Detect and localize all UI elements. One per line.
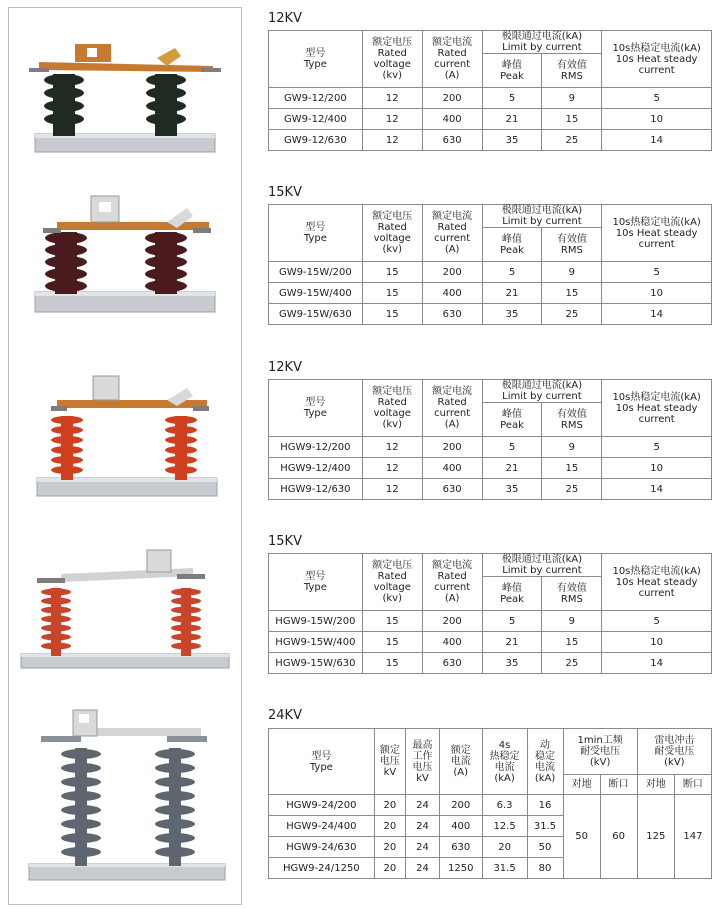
header-peak: 峰值 Peak [482,54,542,88]
cell-peak: 35 [482,653,542,674]
cell-max-voltage: 24 [406,816,440,837]
cell-rms: 25 [542,304,602,325]
cell-peak: 5 [482,88,542,109]
cell-heat: 5 [602,437,712,458]
cell-current: 200 [439,795,482,816]
header-model: 型号 Type [269,554,363,611]
cell-heat: 14 [602,653,712,674]
cell-voltage: 15 [362,632,422,653]
cell-current: 630 [422,479,482,500]
spec-table [268,204,712,325]
header-voltage: 额定电压 Rated voltage (kv) [362,380,422,437]
cell-rms: 9 [542,611,602,632]
cell-model: HGW9-24/630 [269,837,375,858]
cell-current: 200 [422,437,482,458]
header-heat: 10s热稳定电流(kA) 10s Heat steady current [602,205,712,262]
product-photo-hgw9-24 [17,704,233,894]
cell-voltage: 15 [362,653,422,674]
cell-voltage: 12 [362,437,422,458]
header-ground: 对地 [563,775,600,795]
header-power-frequency: 1min工频 耐受电压 (kV) [563,729,637,775]
header-model: 型号 Type [269,31,363,88]
product-photo-gw9-15w [17,188,233,318]
cell-lightning-ground: 125 [637,795,674,879]
header-rms: 有效值 RMS [542,403,602,437]
header-ground: 对地 [637,775,674,795]
table-row [269,795,712,816]
cell-voltage: 15 [362,304,422,325]
cell-rms: 15 [542,632,602,653]
header-voltage: 额定电压 Rated voltage (kv) [362,31,422,88]
cell-current: 400 [422,458,482,479]
cell-voltage: 15 [362,611,422,632]
cell-peak: 35 [482,130,542,151]
cell-heat: 10 [602,283,712,304]
section-heading: 12KV [268,11,302,26]
cell-model: GW9-15W/630 [269,304,363,325]
cell-voltage: 12 [362,458,422,479]
product-photo-gw9-12 [17,38,233,158]
cell-heat: 31.5 [482,858,527,879]
cell-voltage: 15 [362,262,422,283]
cell-voltage: 20 [374,837,405,858]
cell-peak: 5 [482,437,542,458]
table-row [269,479,712,500]
cell-peak: 21 [482,632,542,653]
cell-peak: 21 [482,109,542,130]
header-current: 额定电流 Rated current (A) [422,554,482,611]
cell-current: 200 [422,88,482,109]
header-dynamic: 动 稳定 电流 (kA) [527,729,563,795]
header-heat: 10s热稳定电流(kA) 10s Heat steady current [602,31,712,88]
cell-peak: 5 [482,262,542,283]
cell-heat: 5 [602,611,712,632]
section-heading: 12KV [268,360,302,375]
table-row [269,304,712,325]
header-heat: 10s热稳定电流(kA) 10s Heat steady current [602,380,712,437]
header-current: 额定电流 Rated current (A) [422,31,482,88]
cell-rms: 25 [542,653,602,674]
cell-rms: 15 [542,283,602,304]
cell-current: 630 [422,130,482,151]
cell-max-voltage: 24 [406,858,440,879]
header-limit: 极限通过电流(kA) Limit by current [482,31,602,54]
cell-peak: 21 [482,283,542,304]
cell-model: HGW9-12/200 [269,437,363,458]
header-voltage: 额定电压 Rated voltage (kv) [362,554,422,611]
cell-max-voltage: 24 [406,795,440,816]
cell-rms: 15 [542,109,602,130]
cell-heat: 6.3 [482,795,527,816]
header-limit: 极限通过电流(kA) Limit by current [482,205,602,228]
spec-table [268,30,712,151]
table-row [269,262,712,283]
cell-rms: 25 [542,479,602,500]
table-row [269,88,712,109]
cell-current: 200 [422,262,482,283]
cell-model: HGW9-15W/200 [269,611,363,632]
cell-model: GW9-12/400 [269,109,363,130]
cell-heat: 12.5 [482,816,527,837]
table-row [269,109,712,130]
cell-lightning-break: 147 [674,795,711,879]
cell-heat: 20 [482,837,527,858]
header-current: 额定电流 Rated current (A) [422,380,482,437]
cell-model: GW9-12/200 [269,88,363,109]
product-photo-hgw9-12 [17,370,233,500]
header-break: 断口 [600,775,637,795]
table-row [269,611,712,632]
cell-current: 200 [422,611,482,632]
cell-current: 630 [422,304,482,325]
cell-heat: 5 [602,262,712,283]
cell-model: HGW9-12/630 [269,479,363,500]
cell-model: HGW9-15W/400 [269,632,363,653]
header-model: 型号 Type [269,729,375,795]
cell-model: GW9-15W/400 [269,283,363,304]
cell-heat: 14 [602,130,712,151]
header-heat: 4s 热稳定 电流 (kA) [482,729,527,795]
header-rms: 有效值 RMS [542,577,602,611]
cell-peak: 5 [482,611,542,632]
cell-heat: 10 [602,458,712,479]
cell-dynamic: 50 [527,837,563,858]
spec-table [268,553,712,674]
cell-rms: 9 [542,88,602,109]
header-peak: 峰值 Peak [482,403,542,437]
header-limit: 极限通过电流(kA) Limit by current [482,380,602,403]
cell-voltage: 12 [362,130,422,151]
cell-max-voltage: 24 [406,837,440,858]
cell-dynamic: 31.5 [527,816,563,837]
header-current: 额定 电流 (A) [439,729,482,795]
cell-peak: 21 [482,458,542,479]
header-current: 额定电流 Rated current (A) [422,205,482,262]
cell-model: GW9-15W/200 [269,262,363,283]
cell-voltage: 20 [374,816,405,837]
cell-rms: 9 [542,262,602,283]
header-model: 型号 Type [269,205,363,262]
cell-power-ground: 50 [563,795,600,879]
cell-model: HGW9-24/200 [269,795,375,816]
cell-heat: 14 [602,304,712,325]
header-limit: 极限通过电流(kA) Limit by current [482,554,602,577]
cell-peak: 35 [482,479,542,500]
header-voltage: 额定电压 Rated voltage (kv) [362,205,422,262]
cell-voltage: 15 [362,283,422,304]
table-row [269,283,712,304]
table-row [269,653,712,674]
header-heat: 10s热稳定电流(kA) 10s Heat steady current [602,554,712,611]
header-peak: 峰值 Peak [482,228,542,262]
cell-current: 400 [439,816,482,837]
table-row [269,437,712,458]
cell-voltage: 12 [362,479,422,500]
cell-rms: 25 [542,130,602,151]
header-model: 型号 Type [269,380,363,437]
cell-rms: 9 [542,437,602,458]
cell-voltage: 20 [374,795,405,816]
spec-table [268,379,712,500]
cell-model: HGW9-12/400 [269,458,363,479]
cell-dynamic: 80 [527,858,563,879]
cell-heat: 14 [602,479,712,500]
table-row [269,130,712,151]
header-break: 断口 [674,775,711,795]
cell-peak: 35 [482,304,542,325]
cell-power-break: 60 [600,795,637,879]
cell-current: 630 [422,653,482,674]
header-lightning: 雷电冲击 耐受电压 (kV) [637,729,711,775]
product-photo-hgw9-15w [17,544,233,674]
section-heading: 15KV [268,534,302,549]
spec-table-24kv [268,728,712,879]
header-max-voltage: 最高 工作 电压 kV [406,729,440,795]
section-heading: 15KV [268,185,302,200]
cell-current: 400 [422,109,482,130]
cell-current: 630 [439,837,482,858]
cell-current: 400 [422,632,482,653]
table-row [269,458,712,479]
section-heading: 24KV [268,708,302,723]
photo-column [8,7,242,905]
cell-heat: 10 [602,632,712,653]
cell-voltage: 12 [362,88,422,109]
header-peak: 峰值 Peak [482,577,542,611]
cell-heat: 5 [602,88,712,109]
cell-rms: 15 [542,458,602,479]
header-rms: 有效值 RMS [542,228,602,262]
cell-heat: 10 [602,109,712,130]
header-rms: 有效值 RMS [542,54,602,88]
cell-current: 400 [422,283,482,304]
cell-model: HGW9-24/1250 [269,858,375,879]
cell-dynamic: 16 [527,795,563,816]
cell-model: HGW9-24/400 [269,816,375,837]
cell-current: 1250 [439,858,482,879]
cell-model: HGW9-15W/630 [269,653,363,674]
header-voltage: 额定 电压 kV [374,729,405,795]
cell-model: GW9-12/630 [269,130,363,151]
table-row [269,632,712,653]
cell-voltage: 12 [362,109,422,130]
cell-voltage: 20 [374,858,405,879]
